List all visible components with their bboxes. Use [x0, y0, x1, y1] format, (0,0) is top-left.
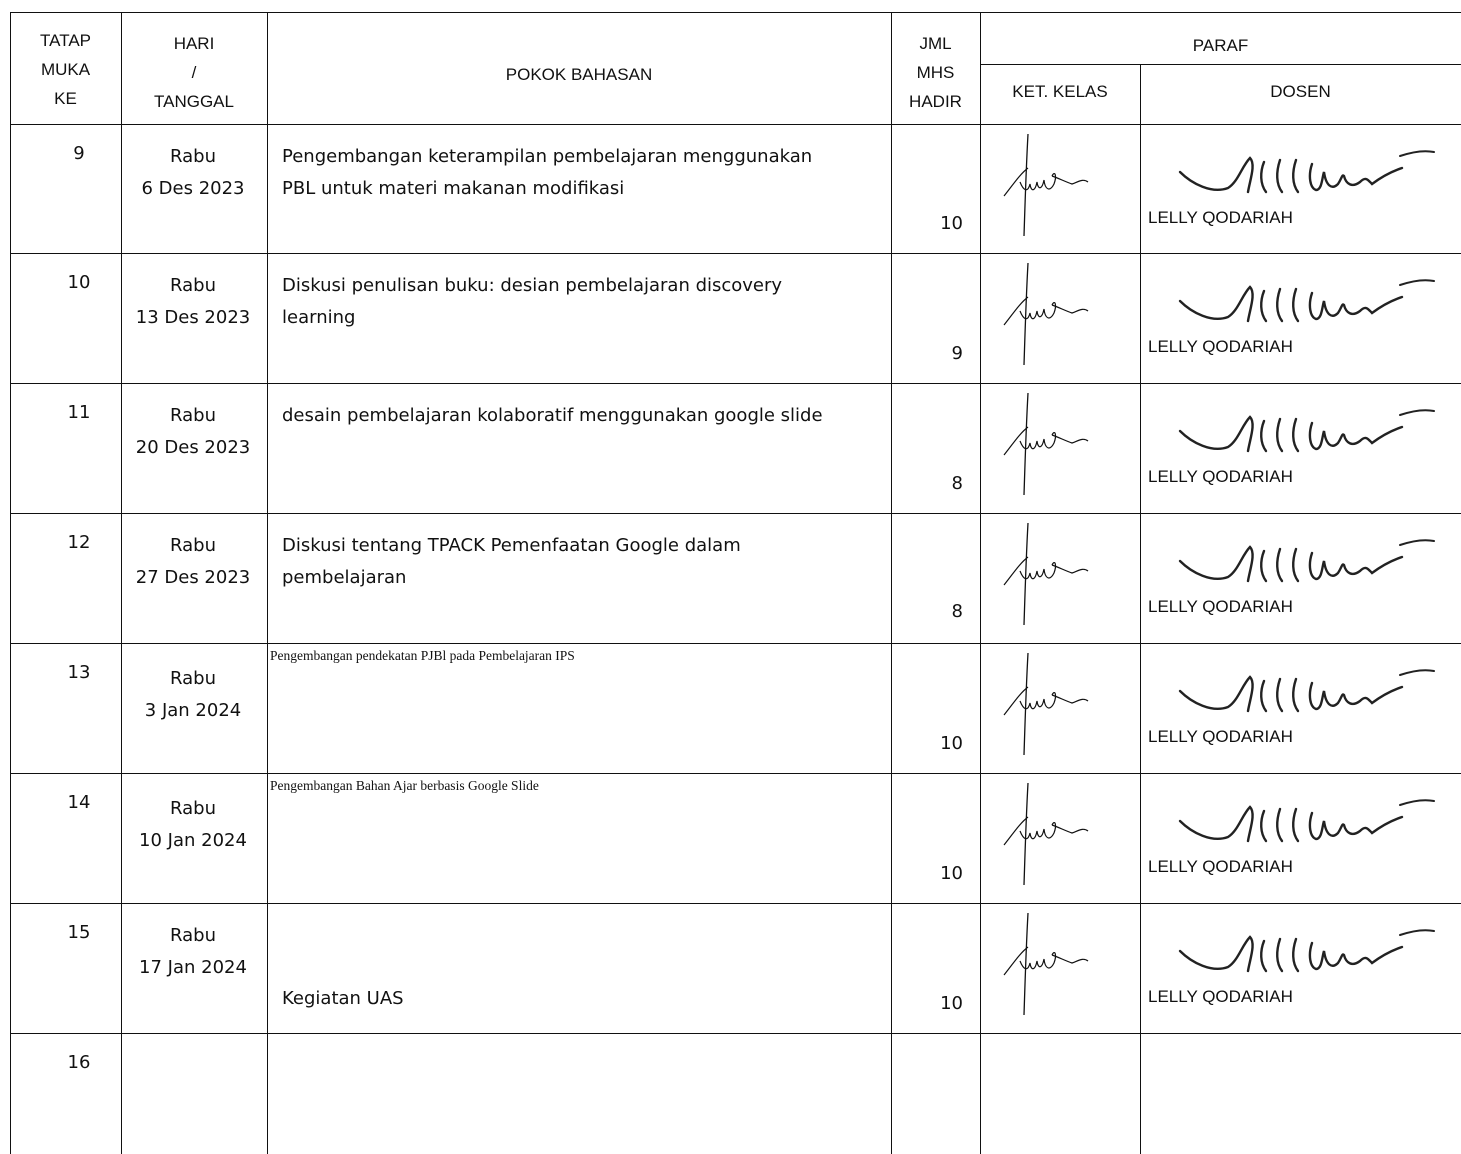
row-day-date	[121, 920, 265, 984]
row-number: 12	[67, 532, 91, 553]
header-paraf: PARAF	[1192, 36, 1249, 55]
row-border	[10, 643, 1461, 644]
row-border	[10, 383, 1461, 384]
row-day-date	[121, 400, 265, 464]
row-topic: Pengembangan Bahan Ajar berbasis Google Slide	[270, 778, 539, 793]
row-day-date	[121, 663, 265, 727]
row-day-date	[121, 270, 265, 334]
ket-kelas-signature	[998, 649, 1108, 759]
row-border	[10, 1033, 1461, 1034]
header-jml-line2: MHS	[916, 63, 955, 82]
row-topic: desain pembelajaran kolaboratif menggunakan google slide	[282, 405, 823, 426]
dosen-name: LELLY QODARIAH	[1148, 727, 1293, 746]
row-border	[10, 513, 1461, 514]
row-number: 13	[67, 662, 91, 683]
row-number: 9	[73, 143, 85, 164]
col-border-4	[980, 12, 981, 1154]
row-hadir: 10	[940, 733, 963, 754]
row-border	[10, 773, 1461, 774]
col-border-2	[267, 12, 268, 1154]
row-topic: Pengembangan pendekatan PJBl pada Pembelajaran IPS	[270, 648, 575, 663]
ket-kelas-signature	[998, 259, 1108, 369]
row-hadir: 10	[940, 213, 963, 234]
row-border	[10, 903, 1461, 904]
row-date: 3 Jan 2024	[144, 700, 242, 721]
row-number: 10	[67, 272, 91, 293]
row-day: Rabu	[170, 535, 216, 556]
dosen-signature	[1176, 669, 1446, 729]
row-border	[10, 253, 1461, 254]
header-ket-kelas: KET. KELAS	[1012, 82, 1108, 101]
row-day: Rabu	[170, 275, 216, 296]
header-jml-mhs-hadir	[891, 29, 980, 116]
row-number: 11	[67, 402, 91, 423]
ket-kelas-signature	[998, 130, 1108, 240]
header-tatap-line1: TATAP	[40, 31, 91, 50]
col-border-5	[1140, 64, 1141, 1154]
row-hadir: 8	[951, 601, 963, 622]
row-date: 13 Des 2023	[135, 307, 251, 328]
dosen-signature	[1176, 539, 1446, 599]
row-day: Rabu	[170, 925, 216, 946]
header-hari-tanggal	[121, 29, 267, 116]
dosen-name: LELLY QODARIAH	[1148, 987, 1293, 1006]
ket-kelas-signature	[998, 519, 1108, 629]
header-tatap-muka	[10, 26, 121, 113]
row-topic: Kegiatan UAS	[282, 988, 404, 1009]
header-pokok-bahasan: POKOK BAHASAN	[505, 65, 653, 84]
table-top-border	[10, 12, 1461, 13]
header-hari-line2: /	[191, 63, 197, 82]
dosen-name: LELLY QODARIAH	[1148, 337, 1293, 356]
dosen-signature	[1176, 799, 1446, 859]
header-hari-line1: HARI	[173, 34, 215, 53]
row-day: Rabu	[170, 146, 216, 167]
dosen-name: LELLY QODARIAH	[1148, 857, 1293, 876]
row-topic: Diskusi penulisan buku: desian pembelajaran discovery learning	[282, 275, 783, 328]
header-tatap-line3: KE	[54, 89, 77, 108]
row-date: 10 Jan 2024	[139, 830, 247, 851]
ket-kelas-signature	[998, 389, 1108, 499]
row-date: 27 Des 2023	[135, 567, 251, 588]
row-topic: Diskusi tentang TPACK Pemenfaatan Google dalam pembelajaran	[282, 535, 741, 588]
ket-kelas-signature	[998, 909, 1108, 1019]
dosen-name: LELLY QODARIAH	[1148, 467, 1293, 486]
row-hadir: 10	[940, 863, 963, 884]
header-tatap-line2: MUKA	[40, 60, 91, 79]
col-border-3	[891, 12, 892, 1154]
row-number: 14	[67, 792, 91, 813]
row-day-date	[121, 141, 265, 205]
row-day: Rabu	[170, 405, 216, 426]
dosen-signature	[1176, 150, 1446, 210]
header-jml-line3: HADIR	[909, 92, 962, 111]
row-day: Rabu	[170, 668, 216, 689]
header-jml-line1: JML	[919, 34, 952, 53]
row-hadir: 9	[951, 343, 963, 364]
dosen-signature	[1176, 279, 1446, 339]
ket-kelas-signature	[998, 779, 1108, 889]
row-day-date	[121, 530, 265, 594]
dosen-signature	[1176, 929, 1446, 989]
row-number: 15	[67, 922, 91, 943]
col-border-left	[10, 12, 11, 1154]
row-hadir: 8	[951, 473, 963, 494]
dosen-signature	[1176, 409, 1446, 469]
row-hadir: 10	[940, 993, 963, 1014]
row-date: 17 Jan 2024	[139, 957, 247, 978]
paraf-divider	[980, 64, 1461, 65]
row-number: 16	[67, 1052, 91, 1073]
row-border	[10, 124, 1461, 125]
row-topic: Pengembangan keterampilan pembelajaran menggunakan PBL untuk materi makanan modifikasi	[282, 146, 813, 199]
dosen-name: LELLY QODARIAH	[1148, 597, 1293, 616]
header-dosen: DOSEN	[1270, 82, 1331, 101]
dosen-name: LELLY QODARIAH	[1148, 208, 1293, 227]
row-day: Rabu	[170, 798, 216, 819]
row-day-date	[121, 793, 265, 857]
header-hari-line3: TANGGAL	[154, 92, 234, 111]
row-date: 6 Des 2023	[141, 178, 245, 199]
row-date: 20 Des 2023	[135, 437, 251, 458]
